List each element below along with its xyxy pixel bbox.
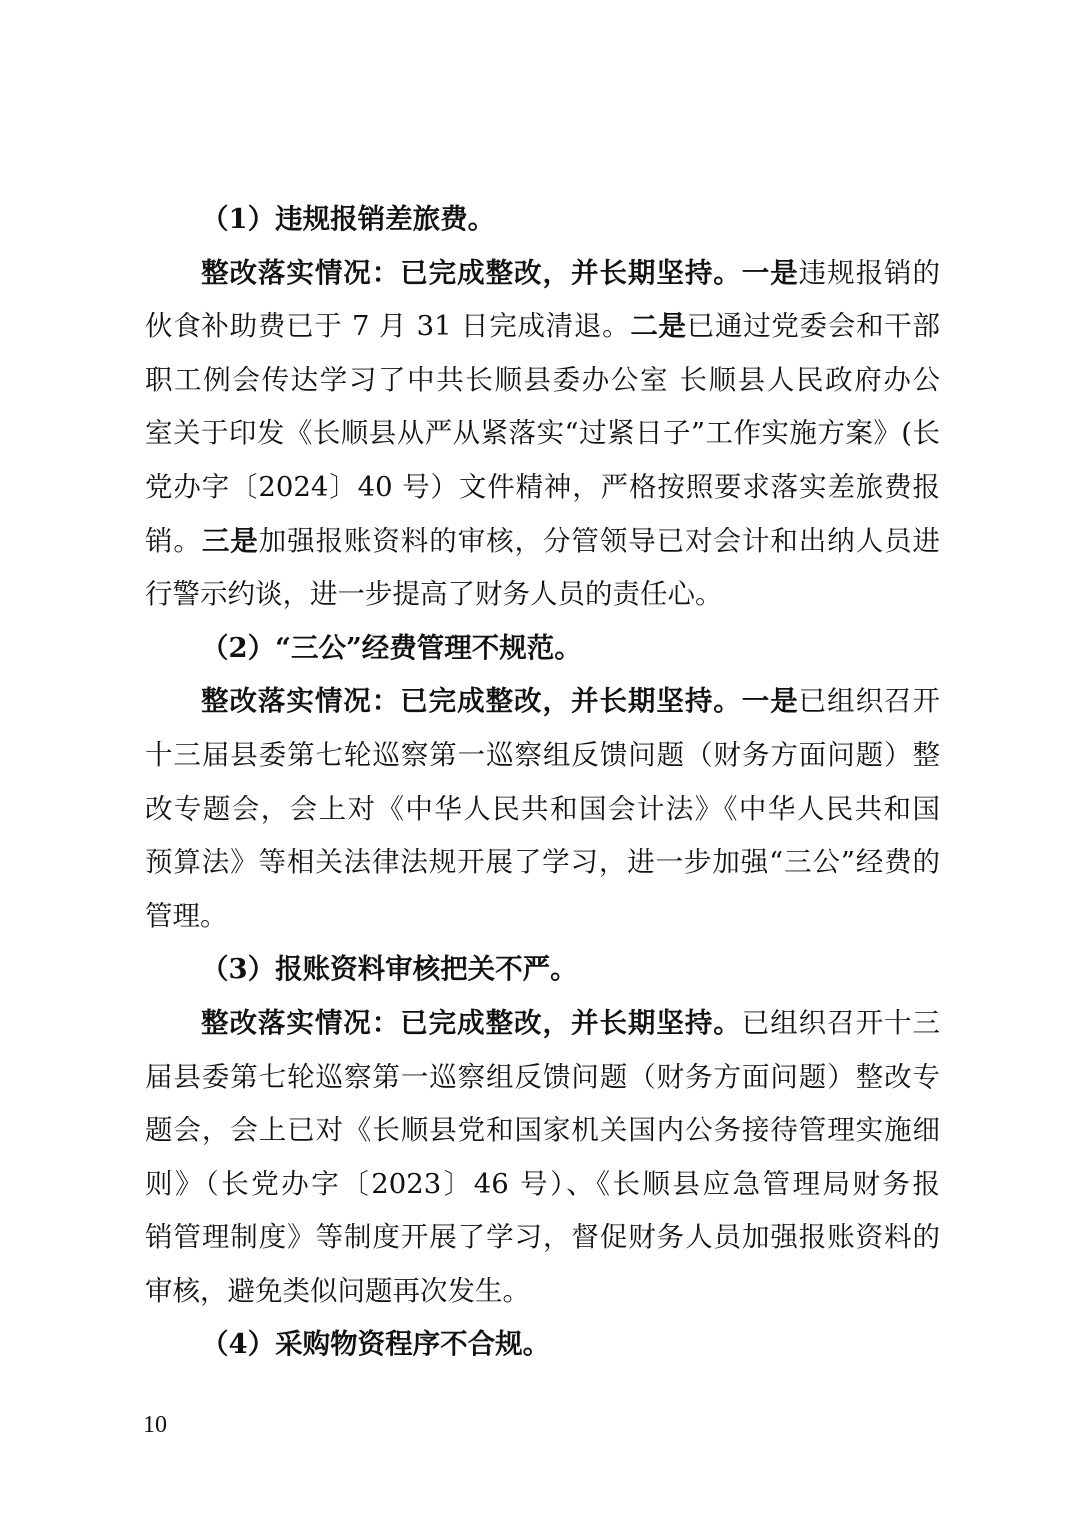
paragraph-line xyxy=(145,675,940,729)
paragraph-line: 职工例会传达学习了中共长顺县委办公室 长顺县人民政府办公 xyxy=(145,363,940,396)
keyword-third: 三是 xyxy=(201,524,259,557)
keyword-second: 二是 xyxy=(630,310,687,343)
paragraph-line xyxy=(145,300,940,354)
section-heading-3: （3）报账资料审核把关不严。 xyxy=(201,953,578,986)
document-body xyxy=(145,193,940,1372)
paragraph-line: 十三届县委第七轮巡察第一巡察组反馈问题（财务方面问题）整 xyxy=(145,738,940,771)
section-heading-4: （4）采购物资程序不合规。 xyxy=(201,1328,551,1361)
paragraph-line: 改专题会，会上对《中华人民共和国会计法》《中华人民共和国 xyxy=(145,792,940,825)
section-heading-1: （1）违规报销差旅费。 xyxy=(201,203,496,235)
paragraph-line: 党办字〔2024〕40 号）文件精神，严格按照要求落实差旅费报 xyxy=(145,470,940,503)
paragraph-line xyxy=(145,515,940,569)
paragraph-line: 室关于印发《长顺县从严从紧落实“过紧日子”工作实施方案》(长 xyxy=(145,417,940,450)
text-run: 加强报账资料的审核，分管领导已对会计和出纳人员进 xyxy=(258,524,940,557)
paragraph-line: 届县委第七轮巡察第一巡察组反馈问题（财务方面问题）整改专 xyxy=(145,1060,940,1093)
paragraph-line: 行警示约谈，进一步提高了财务人员的责任心。 xyxy=(145,578,723,611)
status-label: 整改落实情况：已完成整改，并长期坚持。 xyxy=(201,256,742,289)
text-run: 违规报销的 xyxy=(798,256,940,289)
keyword-first: 一是 xyxy=(741,685,799,718)
text-run: 已通过党委会和干部 xyxy=(686,310,940,343)
paragraph-line: 销管理制度》等制度开展了学习，督促财务人员加强报账资料的 xyxy=(145,1221,940,1254)
paragraph-line: 管理。 xyxy=(145,899,228,932)
paragraph-line: 审核，避免类似问题再次发生。 xyxy=(145,1274,530,1307)
keyword-first: 一是 xyxy=(741,256,799,289)
text-run: 已组织召开 xyxy=(798,685,940,718)
paragraph-line: 则》（长党办字〔2023〕46 号）、《长顺县应急管理局财务报 xyxy=(145,1167,940,1200)
paragraph-line xyxy=(145,997,940,1051)
paragraph-line: 预算法》等相关法律法规开展了学习，进一步加强“三公”经费的 xyxy=(145,846,940,879)
text-run: 伙食补助费已于 7 月 31 日完成清退。 xyxy=(145,310,631,343)
page-number: 10 xyxy=(143,1412,167,1438)
status-label: 整改落实情况：已完成整改，并长期坚持。 xyxy=(201,1006,742,1039)
text-run: 已组织召开十三 xyxy=(741,1006,940,1039)
paragraph-line: 题会，会上已对《长顺县党和国家机关国内公务接待管理实施细 xyxy=(145,1114,940,1147)
section-heading-2: （2）“三公”经费管理不规范。 xyxy=(201,631,582,664)
status-label: 整改落实情况：已完成整改，并长期坚持。 xyxy=(201,685,742,718)
paragraph-line xyxy=(145,247,940,301)
text-run: 销。 xyxy=(145,524,202,557)
